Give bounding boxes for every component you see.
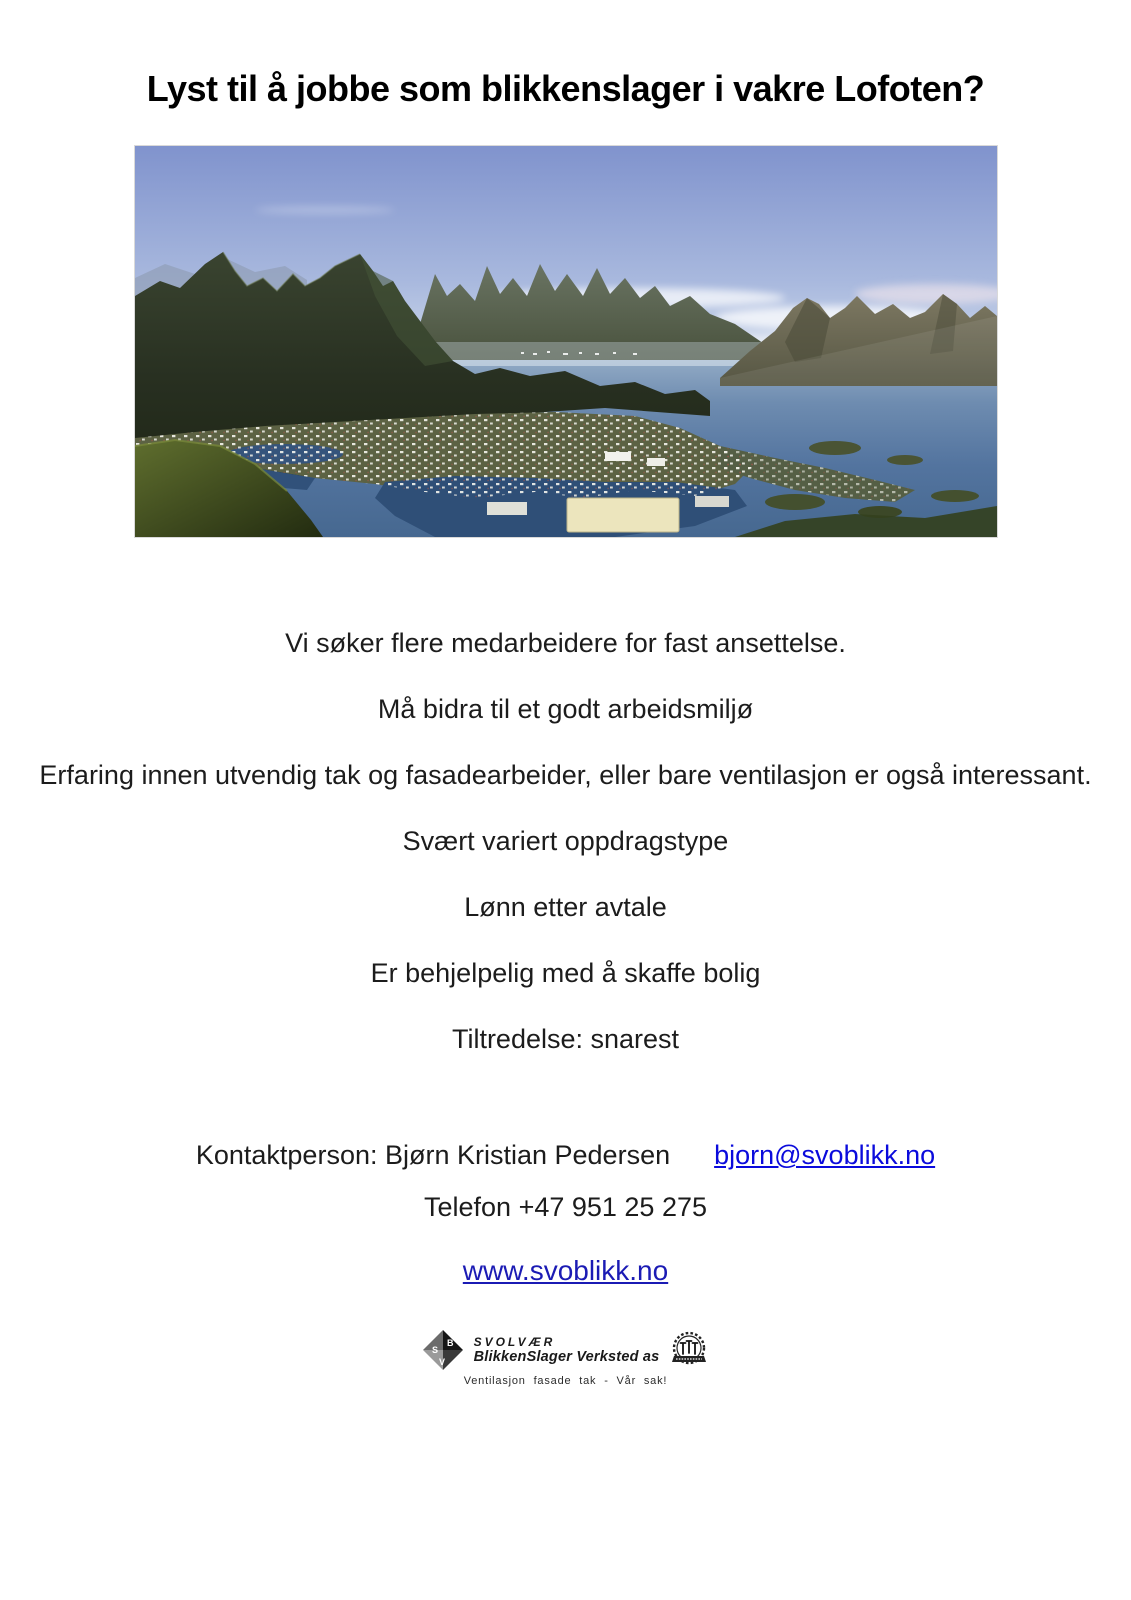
body-line: Tiltredelse: snarest <box>451 1024 680 1054</box>
svg-text:S: S <box>431 1345 438 1355</box>
company-tagline: Ventilasjon fasade tak - Vår sak! <box>463 1375 668 1387</box>
company-name-bottom: BlikkenSlager Verksted as <box>473 1349 660 1365</box>
email-link[interactable]: bjorn@svoblikk.no <box>714 1140 936 1170</box>
lofoten-photo <box>135 146 997 537</box>
svg-text:B: B <box>446 1338 454 1348</box>
body-line: Svært variert oppdragstype <box>402 826 729 856</box>
body-text <box>24 617 1108 1065</box>
website-row <box>0 1245 1131 1302</box>
contact-phone: Telefon +47 951 25 275 <box>424 1192 707 1222</box>
company-name-block <box>474 1335 660 1365</box>
body-line: Må bidra til et godt arbeidsmiljø <box>377 694 754 724</box>
diamond-monogram-icon <box>421 1328 465 1372</box>
contact-row <box>0 1129 1131 1181</box>
lofoten-photo-illustration <box>135 146 997 537</box>
body-line: Lønn etter avtale <box>464 892 667 922</box>
company-logo <box>0 1328 1131 1387</box>
body-line: Erfaring innen utvendig tak og fasadearbeider, eller bare ventilasjon er også interessant. <box>39 760 1092 790</box>
website-link[interactable]: www.svoblikk.no <box>462 1255 669 1286</box>
body-line: Vi søker flere medarbeidere for fast ansettelse. <box>285 628 846 658</box>
company-logo-row <box>421 1328 711 1372</box>
company-name-top: SVOLVÆR <box>473 1335 556 1349</box>
page-title: Lyst til å jobbe som blikkenslager i vakre Lofoten? <box>146 68 985 109</box>
svg-text:V: V <box>438 1357 445 1367</box>
guild-seal-icon <box>668 1329 710 1371</box>
contact-person-label: Kontaktperson: Bjørn Kristian Pedersen <box>195 1140 671 1170</box>
body-line: Er behjelpelig med å skaffe bolig <box>370 958 761 988</box>
contact-section <box>0 1129 1131 1233</box>
